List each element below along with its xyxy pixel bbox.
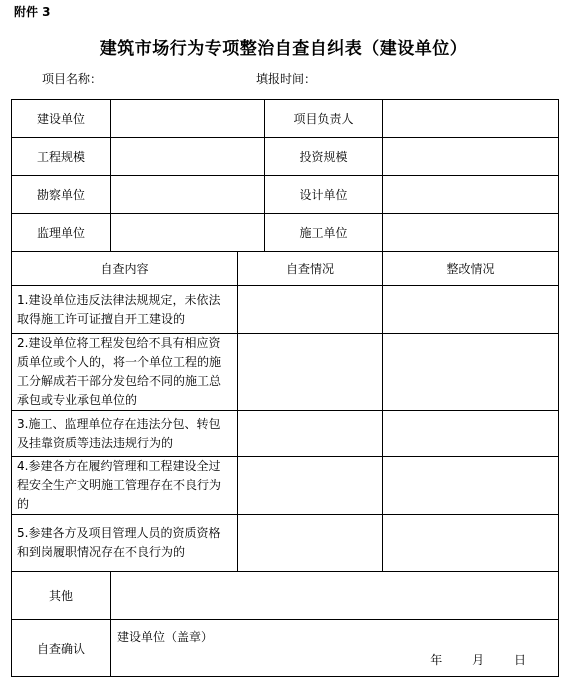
seal-label: 建设单位（盖章） xyxy=(117,630,214,644)
fill-time-label: 填报时间： xyxy=(256,72,317,86)
info-value[interactable] xyxy=(111,138,265,176)
date-line xyxy=(404,651,526,668)
annex-label: 附件 3 xyxy=(14,5,51,19)
confirm-label: 自查确认 xyxy=(12,620,111,677)
self-check-cell[interactable] xyxy=(238,334,383,411)
year-label: 年 xyxy=(430,653,443,667)
info-label: 项目负责人 xyxy=(265,100,383,138)
self-check-cell[interactable] xyxy=(238,286,383,334)
info-value[interactable] xyxy=(383,214,559,252)
self-check-cell[interactable] xyxy=(238,411,383,457)
column-header-self-check: 自查情况 xyxy=(238,252,383,286)
rectify-cell[interactable] xyxy=(383,515,559,572)
info-row xyxy=(12,100,559,138)
check-item-text: 4.参建各方在履约管理和工程建设全过程安全生产文明施工管理存在不良行为的 xyxy=(12,457,238,515)
info-label: 设计单位 xyxy=(265,176,383,214)
info-row xyxy=(12,138,559,176)
rectify-cell[interactable] xyxy=(383,334,559,411)
month-label: 月 xyxy=(472,653,485,667)
check-item-row xyxy=(12,334,559,411)
other-value[interactable] xyxy=(111,572,559,620)
self-check-cell[interactable] xyxy=(238,515,383,572)
info-label: 监理单位 xyxy=(12,214,111,252)
rectify-cell[interactable] xyxy=(383,457,559,515)
check-item-row xyxy=(12,515,559,572)
confirm-cell[interactable] xyxy=(111,620,559,677)
rectify-cell[interactable] xyxy=(383,411,559,457)
info-value[interactable] xyxy=(111,100,265,138)
check-item-text: 2.建设单位将工程发包给不具有相应资质单位或个人的，将一个单位工程的施工分解成若干部分发包给不同的施工总承包或专业承包单位的 xyxy=(12,334,238,411)
other-row xyxy=(12,572,559,620)
page-title: 建筑市场行为专项整治自查自纠表（建设单位） xyxy=(99,39,468,59)
check-item-text: 5.参建各方及项目管理人员的资质资格和到岗履职情况存在不良行为的 xyxy=(12,515,238,572)
check-item-row xyxy=(12,411,559,457)
rectify-cell[interactable] xyxy=(383,286,559,334)
self-check-table xyxy=(11,99,559,677)
check-item-row xyxy=(12,457,559,515)
other-label: 其他 xyxy=(12,572,111,620)
info-value[interactable] xyxy=(383,100,559,138)
confirm-row xyxy=(12,620,559,677)
info-value[interactable] xyxy=(111,176,265,214)
info-value[interactable] xyxy=(383,176,559,214)
info-label: 投资规模 xyxy=(265,138,383,176)
project-name-label: 项目名称： xyxy=(42,72,103,86)
check-item-text: 3.施工、监理单位存在违法分包、转包及挂靠资质等违法违规行为的 xyxy=(12,411,238,457)
info-value[interactable] xyxy=(111,214,265,252)
info-value[interactable] xyxy=(383,138,559,176)
info-label: 施工单位 xyxy=(265,214,383,252)
info-row xyxy=(12,176,559,214)
check-item-row xyxy=(12,286,559,334)
info-label: 工程规模 xyxy=(12,138,111,176)
column-header-row xyxy=(12,252,559,286)
check-item-text: 1.建设单位违反法律法规规定，未依法取得施工许可证擅自开工建设的 xyxy=(12,286,238,334)
column-header-content: 自查内容 xyxy=(12,252,238,286)
info-label: 建设单位 xyxy=(12,100,111,138)
column-header-rectify: 整改情况 xyxy=(383,252,559,286)
self-check-cell[interactable] xyxy=(238,457,383,515)
info-label: 勘察单位 xyxy=(12,176,111,214)
info-row xyxy=(12,214,559,252)
day-label: 日 xyxy=(513,653,526,667)
